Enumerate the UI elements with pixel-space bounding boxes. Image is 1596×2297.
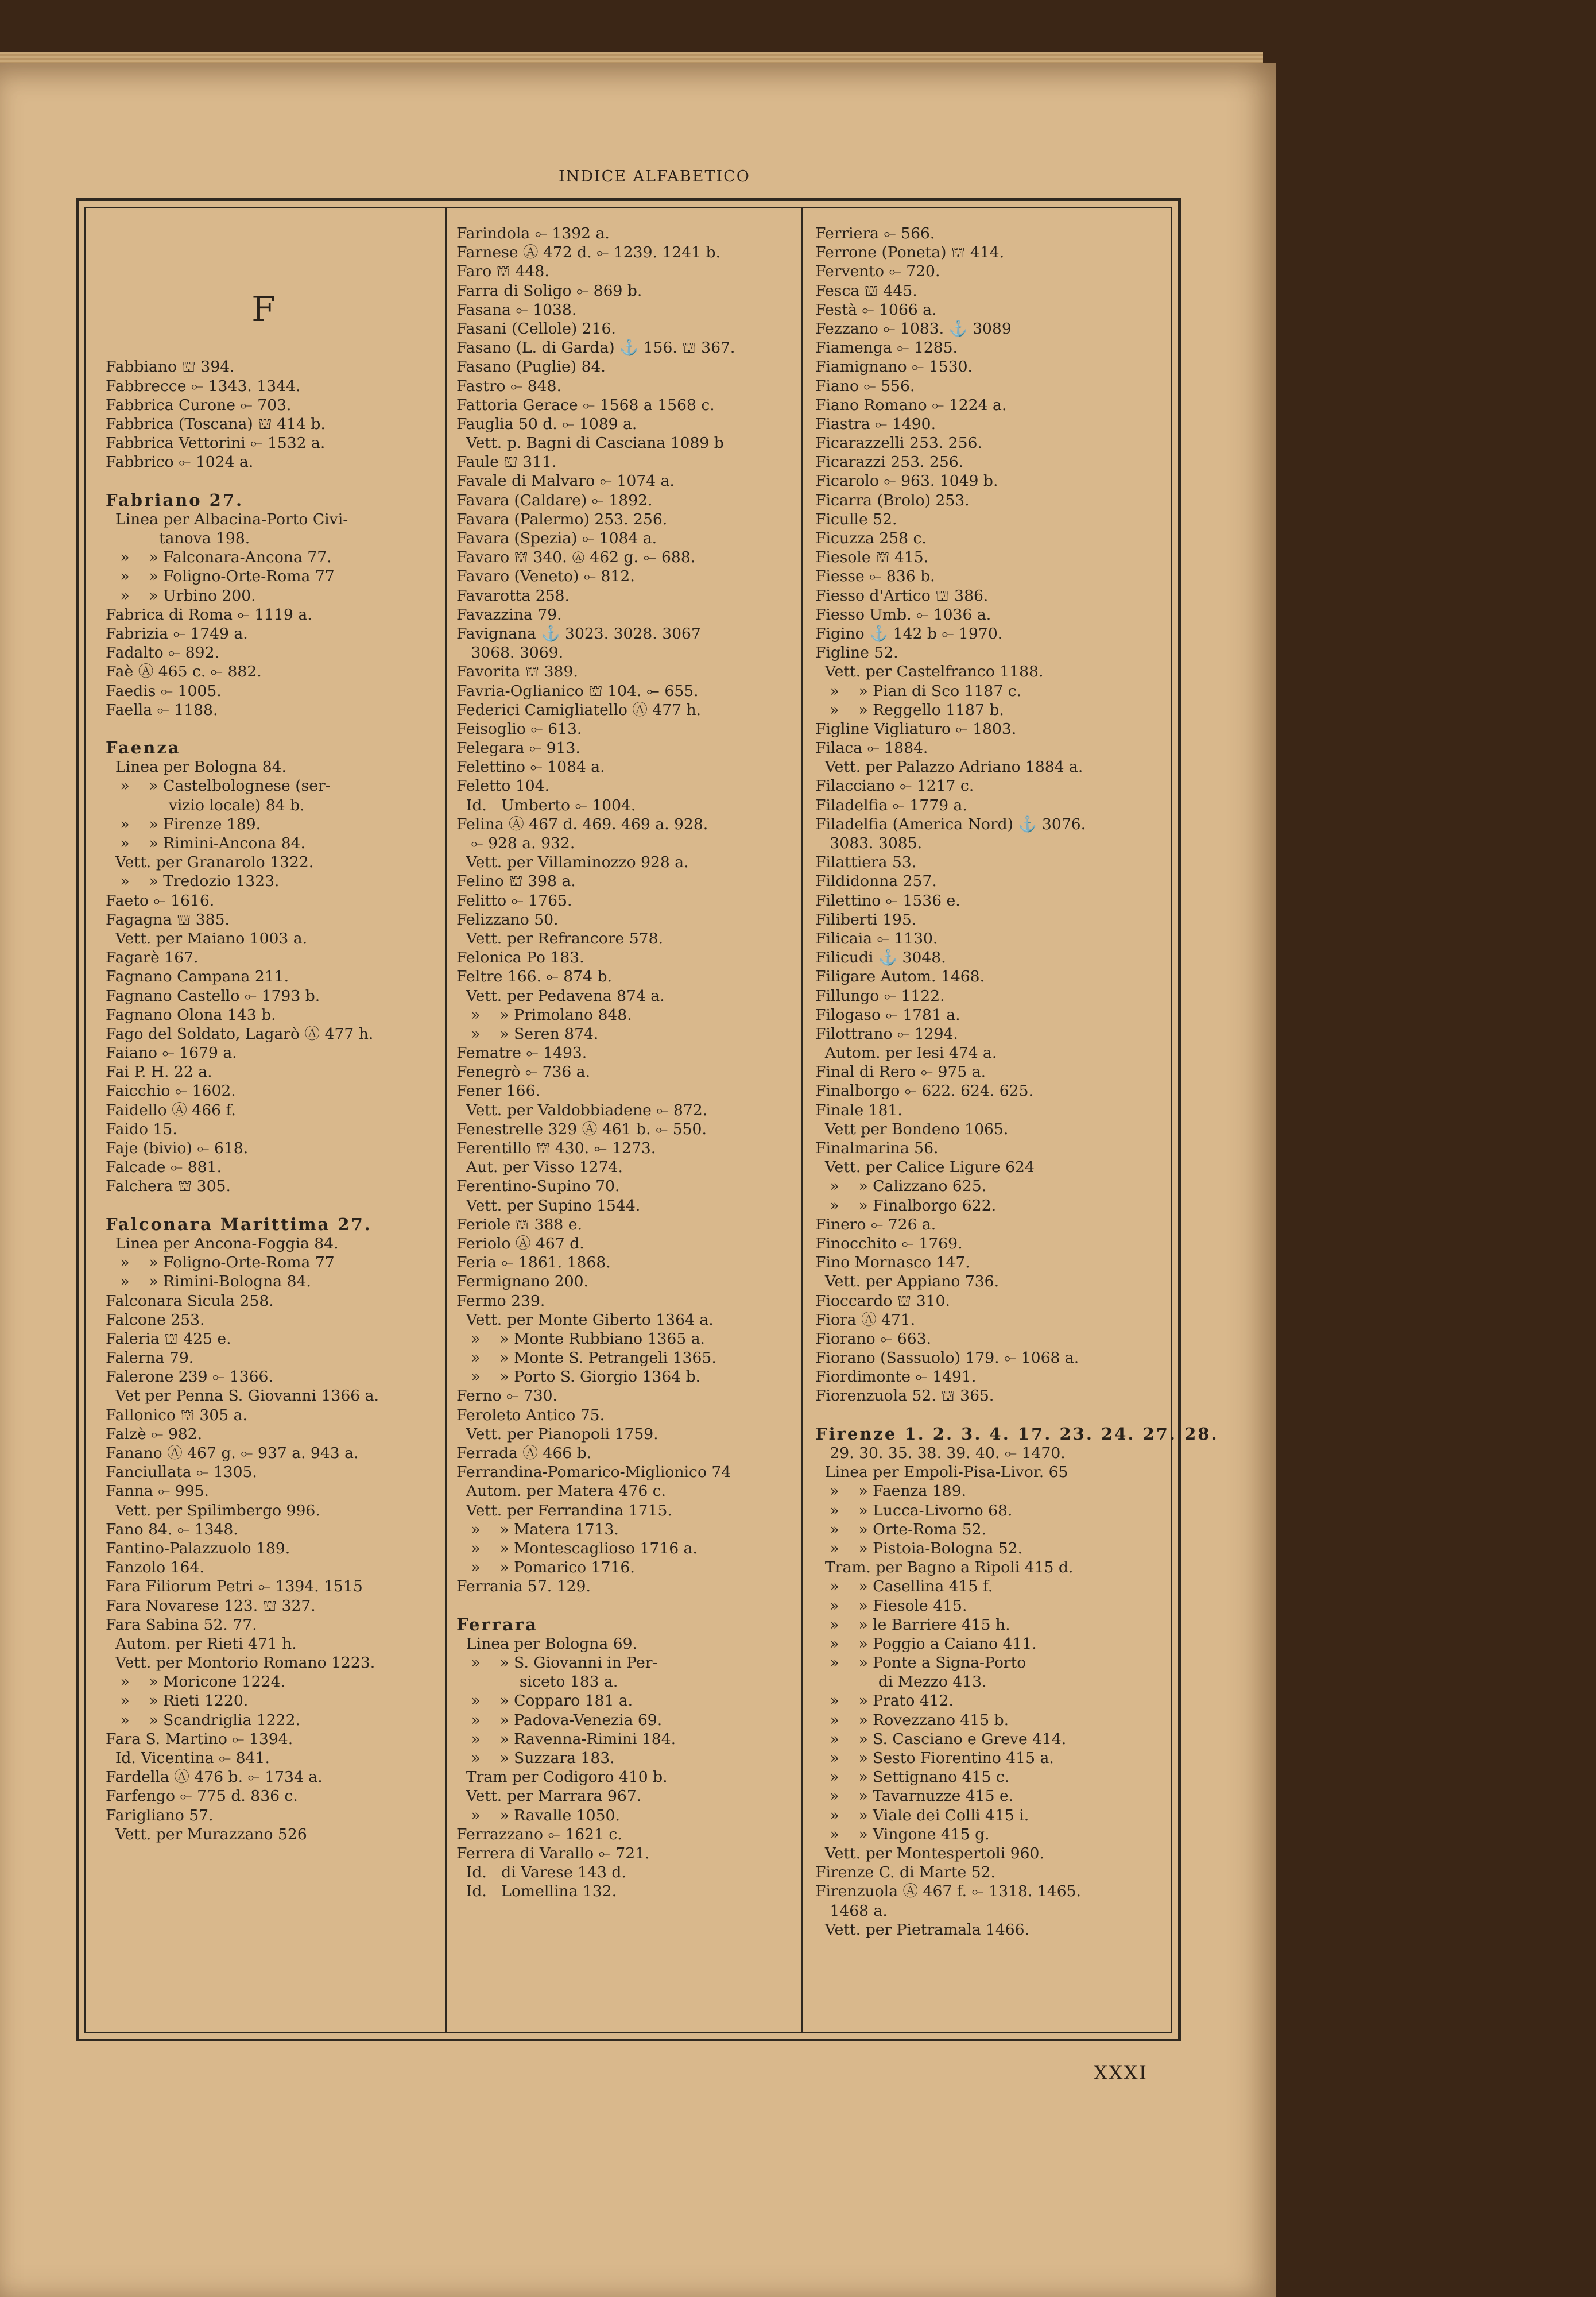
index-entry — [106, 262, 450, 281]
index-entry — [106, 720, 450, 738]
index-entry: 1468 a. — [815, 1901, 888, 1920]
index-entry: Vett. per Marrara 967. — [456, 1787, 642, 1805]
index-entry: Fadalto ⟜ 892. — [106, 644, 219, 662]
index-column-1 — [106, 224, 450, 1844]
index-entry: Farigliano 57. — [106, 1806, 214, 1824]
index-entry: » » Rieti 1220. — [106, 1692, 249, 1710]
index-entry: Fastro ⟜ 848. — [456, 377, 561, 395]
index-entry: Faidello Ⓐ 466 f. — [106, 1101, 236, 1119]
index-entry: Fanciullata ⟜ 1305. — [106, 1463, 257, 1482]
index-entry: Faenza — [106, 738, 181, 758]
index-entry: Fabrizia ⟜ 1749 a. — [106, 624, 248, 643]
index-entry: Farra di Soligo ⟜ 869 b. — [456, 281, 642, 300]
index-entry: Vett. per Villaminozzo 928 a. — [456, 853, 689, 872]
index-entry: Ficarra (Brolo) 253. — [815, 491, 970, 509]
index-entry: Vett. per Castelfranco 1188. — [815, 663, 1044, 681]
index-entry: Favaro (Veneto) ⟜ 812. — [456, 567, 635, 586]
index-entry: » » Foligno-Orte-Roma 77 — [106, 1254, 335, 1272]
index-entry: Feriole ⛫ 388 e. — [456, 1215, 582, 1233]
index-entry: » » Rimini-Ancona 84. — [106, 834, 306, 853]
index-entry: Fenestrelle 329 Ⓐ 461 b. ⟜ 550. — [456, 1120, 707, 1138]
index-entry: Ferentino-Supino 70. — [456, 1177, 620, 1196]
index-entry: Fantino-Palazzuolo 189. — [106, 1539, 290, 1557]
index-entry: » » le Barriere 415 h. — [815, 1615, 1010, 1634]
index-entry: Fiesso Umb. ⟜ 1036 a. — [815, 605, 991, 624]
index-entry: » » Moricone 1224. — [106, 1673, 285, 1691]
index-entry: Vett per Bondeno 1065. — [815, 1120, 1009, 1138]
index-entry — [106, 224, 450, 243]
index-entry: Vett. per Montorio Romano 1223. — [106, 1654, 375, 1672]
index-entry: » » Casellina 415 f. — [815, 1577, 993, 1596]
index-entry: Vett. per Pianopoli 1759. — [456, 1425, 658, 1443]
index-entry: Finocchito ⟜ 1769. — [815, 1234, 963, 1252]
index-entry: Filiberti 195. — [815, 910, 917, 929]
index-entry: Vett. per Murazzano 526 — [106, 1825, 307, 1843]
index-entry: Favorita ⛫ 389. — [456, 663, 578, 681]
index-entry: Vett. per Maiano 1003 a. — [106, 929, 308, 948]
index-entry: Ferrazzano ⟜ 1621 c. — [456, 1825, 622, 1843]
index-entry: Fallonico ⛫ 305 a. — [106, 1406, 247, 1424]
index-entry: Fildidonna 257. — [815, 872, 937, 891]
index-entry: » » Viale dei Colli 415 i. — [815, 1806, 1029, 1824]
index-entry: Id. di Varese 143 d. — [456, 1863, 626, 1882]
index-entry: » » Ravenna-Rimini 184. — [456, 1730, 676, 1748]
index-entry: Filicudi ⚓ 3048. — [815, 949, 946, 967]
index-entry: Favria-Oglianico ⛫ 104. ⟜ 655. — [456, 682, 699, 700]
index-entry: Fara Novarese 123. ⛫ 327. — [106, 1596, 316, 1615]
index-entry: Festà ⟜ 1066 a. — [815, 300, 937, 319]
index-entry: Autom. per Matera 476 c. — [456, 1482, 667, 1501]
index-entry: » » Tredozio 1323. — [106, 872, 280, 891]
index-entry: Faule ⛫ 311. — [456, 453, 557, 471]
index-entry: » » Finalborgo 622. — [815, 1196, 997, 1215]
index-entry: Felino ⛫ 398 a. — [456, 872, 576, 891]
index-entry: » » Settignano 415 c. — [815, 1768, 1010, 1786]
index-entry: Falerna 79. — [106, 1349, 194, 1367]
index-entry: Id. Umberto ⟜ 1004. — [456, 796, 636, 814]
index-entry: Fioccardo ⛫ 310. — [815, 1291, 950, 1310]
index-entry: Fabbiano ⛫ 394. — [106, 358, 235, 376]
index-entry: 3068. 3069. — [456, 644, 564, 662]
index-entry: Fiorenzuola 52. ⛫ 365. — [815, 1387, 994, 1405]
index-entry: Faiano ⟜ 1679 a. — [106, 1044, 237, 1062]
index-entry: Falconara Marittima 27. — [106, 1214, 372, 1234]
index-entry: Final di Rero ⟜ 975 a. — [815, 1063, 986, 1081]
index-entry: Fagarè 167. — [106, 949, 199, 967]
index-entry: » » Reggello 1187 b. — [815, 701, 1004, 719]
index-entry: » » Urbino 200. — [106, 586, 256, 605]
index-entry: Fardella Ⓐ 476 b. ⟜ 1734 a. — [106, 1768, 323, 1786]
index-entry: » » S. Giovanni in Per- — [456, 1654, 658, 1672]
index-entry: Fagnano Castello ⟜ 1793 b. — [106, 987, 320, 1005]
index-entry: Vett. per Supino 1544. — [456, 1196, 641, 1215]
index-entry: Fiamenga ⟜ 1285. — [815, 339, 958, 357]
index-entry: Fabrica di Roma ⟜ 1119 a. — [106, 605, 312, 624]
index-entry: Fenegrò ⟜ 736 a. — [456, 1063, 591, 1081]
index-entry: Faella ⟜ 1188. — [106, 701, 218, 719]
index-entry: » » Pomarico 1716. — [456, 1559, 635, 1577]
index-entry: Fano 84. ⟜ 1348. — [106, 1520, 238, 1538]
index-entry: Fasano (L. di Garda) ⚓ 156. ⛫ 367. — [456, 339, 735, 357]
index-entry: » » Fiesole 415. — [815, 1596, 967, 1615]
index-entry: Fener 166. — [456, 1082, 540, 1100]
index-entry: Firenze C. di Marte 52. — [815, 1863, 995, 1882]
index-entry: Ferrara — [456, 1614, 538, 1634]
index-entry: Fanano Ⓐ 467 g. ⟜ 937 a. 943 a. — [106, 1444, 359, 1463]
index-entry: Feltre 166. ⟜ 874 b. — [456, 968, 612, 986]
index-entry: Fiamignano ⟜ 1530. — [815, 358, 973, 376]
index-entry: Faido 15. — [106, 1120, 177, 1138]
index-entry: » » Sesto Fiorentino 415 a. — [815, 1749, 1054, 1767]
index-entry: Aut. per Visso 1274. — [456, 1158, 623, 1177]
index-entry: Fara Sabina 52. 77. — [106, 1615, 257, 1634]
index-entry: Vett. per Granarolo 1322. — [106, 853, 314, 872]
index-entry: Vett. per Monte Giberto 1364 a. — [456, 1310, 714, 1329]
index-entry: Figline 52. — [815, 644, 898, 662]
index-entry: Favarotta 258. — [456, 586, 570, 605]
index-entry: Fagagna ⛫ 385. — [106, 910, 230, 929]
index-entry: Fabriano 27. — [106, 490, 244, 510]
index-entry: Falcade ⟜ 881. — [106, 1158, 222, 1177]
index-entry: Vett. per Palazzo Adriano 1884 a. — [815, 758, 1083, 776]
index-entry: Firenze 1. 2. 3. 4. 17. 23. 24. 27. 28. — [815, 1424, 1219, 1444]
index-entry: Felettino ⟜ 1084 a. — [456, 758, 605, 776]
index-entry: Ferrera di Varallo ⟜ 721. — [456, 1844, 650, 1862]
index-entry: » » Tavarnuzze 415 e. — [815, 1787, 1014, 1805]
index-entry: Filadelfia (America Nord) ⚓ 3076. — [815, 815, 1086, 833]
index-entry: Favaro ⛫ 340. Ⓐ 462 g. ⟜ 688. — [456, 548, 696, 567]
index-entry: Farnese Ⓐ 472 d. ⟜ 1239. 1241 b. — [456, 243, 721, 262]
index-entry: Linea per Bologna 69. — [456, 1634, 637, 1653]
index-entry: Falchera ⛫ 305. — [106, 1177, 231, 1196]
index-entry: Fanzolo 164. — [106, 1559, 204, 1577]
index-entry: » » Orte-Roma 52. — [815, 1520, 986, 1538]
index-entry: Faedis ⟜ 1005. — [106, 682, 222, 700]
index-entry: Fiordimonte ⟜ 1491. — [815, 1368, 977, 1386]
index-entry: » » Scandriglia 1222. — [106, 1711, 300, 1729]
index-entry: Favazzina 79. — [456, 605, 562, 624]
index-entry: Filattiera 53. — [815, 853, 917, 872]
index-entry: Ficarazzi 253. 256. — [815, 453, 964, 471]
index-entry — [456, 1596, 801, 1615]
index-entry: » » Poggio a Caiano 411. — [815, 1634, 1037, 1653]
index-entry: tanova 198. — [106, 529, 250, 548]
index-entry: Falzè ⟜ 982. — [106, 1425, 203, 1443]
index-entry: Fiano ⟜ 556. — [815, 377, 915, 395]
index-entry: Vett. per Appiano 736. — [815, 1273, 1000, 1291]
index-entry: Ferrone (Poneta) ⛫ 414. — [815, 243, 1005, 262]
index-entry: Feletto 104. — [456, 777, 550, 795]
index-entry: Fabbrica (Toscana) ⛫ 414 b. — [106, 415, 326, 433]
index-entry: Vett. p. Bagni di Casciana 1089 b — [456, 434, 724, 453]
index-entry: Ficuzza 258 c. — [815, 529, 927, 547]
index-entry: » » Seren 874. — [456, 1024, 599, 1043]
index-entry: » » Ravalle 1050. — [456, 1806, 620, 1824]
index-entry: Fanna ⟜ 995. — [106, 1482, 210, 1501]
index-entry: » » Rimini-Bologna 84. — [106, 1273, 311, 1291]
index-entry: Fiorano (Sassuolo) 179. ⟜ 1068 a. — [815, 1349, 1079, 1367]
index-entry: » » Castelbolognese (ser- — [106, 777, 331, 795]
index-entry: Feriolo Ⓐ 467 d. — [456, 1234, 584, 1252]
index-entry: Ficarazzelli 253. 256. — [815, 434, 982, 453]
index-entry: Falcone 253. — [106, 1310, 205, 1329]
index-entry: Falconara Sicula 258. — [106, 1291, 274, 1310]
index-entry: Faje (bivio) ⟜ 618. — [106, 1139, 249, 1158]
index-entry — [106, 1196, 450, 1215]
index-entry: Fiesole ⛫ 415. — [815, 548, 929, 567]
index-entry: Fiesse ⟜ 836 b. — [815, 567, 935, 586]
index-entry: Federici Camigliatello Ⓐ 477 h. — [456, 701, 702, 719]
index-entry: Fabbrica Vettorini ⟜ 1532 a. — [106, 434, 326, 453]
index-entry: Ferrada Ⓐ 466 b. — [456, 1444, 592, 1462]
index-entry: Ficarolo ⟜ 963. 1049 b. — [815, 472, 998, 490]
index-entry: Fiesso d'Artico ⛫ 386. — [815, 586, 989, 605]
index-entry: » » Falconara-Ancona 77. — [106, 548, 332, 567]
index-entry: Faleria ⛫ 425 e. — [106, 1329, 231, 1348]
index-entry: Fiastra ⟜ 1490. — [815, 415, 936, 433]
index-entry: » » Monte Rubbiano 1365 a. — [456, 1329, 706, 1348]
index-entry: Faro ⛫ 448. — [456, 262, 549, 281]
index-entry: Finero ⟜ 726 a. — [815, 1215, 936, 1233]
index-entry: Filacciano ⟜ 1217 c. — [815, 777, 974, 795]
index-entry: » » Matera 1713. — [456, 1520, 619, 1538]
index-entry: Vett. per Valdobbiadene ⟜ 872. — [456, 1101, 708, 1119]
index-entry: Ferentillo ⛫ 430. ⟜ 1273. — [456, 1139, 656, 1157]
index-entry: Farfengo ⟜ 775 d. 836 c. — [106, 1787, 298, 1805]
page-number: XXXI — [1094, 2062, 1148, 2085]
index-entry: Fara Filiorum Petri ⟜ 1394. 1515 — [106, 1577, 363, 1596]
index-entry: Filadelfia ⟜ 1779 a. — [815, 796, 967, 814]
index-entry: Finalborgo ⟜ 622. 624. 625. — [815, 1082, 1033, 1100]
index-entry: Filottrano ⟜ 1294. — [815, 1024, 958, 1043]
index-entry: Autom. per Rieti 471 h. — [106, 1634, 297, 1653]
index-entry: Firenzuola Ⓐ 467 f. ⟜ 1318. 1465. — [815, 1882, 1082, 1901]
index-entry: Id. Lomellina 132. — [456, 1882, 617, 1901]
index-entry: Vett. per Montespertoli 960. — [815, 1844, 1044, 1862]
index-entry: Linea per Ancona-Foggia 84. — [106, 1234, 339, 1252]
index-entry: Ferno ⟜ 730. — [456, 1387, 557, 1405]
index-entry: » » Firenze 189. — [106, 815, 261, 833]
index-entry: F — [251, 289, 276, 330]
index-entry: » » Copparo 181 a. — [456, 1692, 633, 1710]
index-entry: Filicaia ⟜ 1130. — [815, 929, 938, 948]
index-entry: Vett. per Calice Ligure 624 — [815, 1158, 1035, 1177]
index-entry: Fara S. Martino ⟜ 1394. — [106, 1730, 293, 1748]
index-entry: Fasani (Cellole) 216. — [456, 319, 616, 338]
index-entry: Fasana ⟜ 1038. — [456, 300, 577, 319]
index-entry: Favara (Caldare) ⟜ 1892. — [456, 491, 653, 509]
index-entry: Fervento ⟜ 720. — [815, 262, 940, 281]
index-entry: Fematre ⟜ 1493. — [456, 1044, 587, 1062]
index-entry: Fiora Ⓐ 471. — [815, 1310, 916, 1329]
page-header-title: INDICE ALFABETICO — [559, 168, 750, 185]
index-entry: 3083. 3085. — [815, 834, 923, 852]
index-entry: Fasano (Puglie) 84. — [456, 358, 606, 376]
index-entry: ⟜ 928 a. 932. — [456, 834, 575, 852]
index-entry: » » Monte S. Petrangeli 1365. — [456, 1349, 716, 1367]
index-entry: Autom. per Iesi 474 a. — [815, 1044, 997, 1062]
index-entry: Linea per Bologna 84. — [106, 758, 286, 776]
index-column-3 — [815, 224, 1219, 1939]
index-entry: » » Faenza 189. — [815, 1482, 967, 1501]
index-entry: siceto 183 a. — [456, 1673, 618, 1691]
index-entry: Felegara ⟜ 913. — [456, 739, 580, 757]
index-entry: » » Vingone 415 g. — [815, 1825, 990, 1843]
index-entry: » » Lucca-Livorno 68. — [815, 1501, 1013, 1519]
index-entry: Tram per Codigoro 410 b. — [456, 1768, 668, 1786]
index-entry: Favale di Malvaro ⟜ 1074 a. — [456, 472, 675, 490]
index-entry: Fauglia 50 d. ⟜ 1089 a. — [456, 415, 637, 433]
index-entry: Vett. per Pedavena 874 a. — [456, 987, 665, 1005]
index-column-2 — [456, 224, 801, 1901]
index-entry: Felizzano 50. — [456, 910, 559, 929]
index-entry: di Mezzo 413. — [815, 1673, 987, 1691]
index-entry: Fillungo ⟜ 1122. — [815, 987, 945, 1005]
index-entry: Felonica Po 183. — [456, 949, 584, 967]
index-entry: Id. Vicentina ⟜ 841. — [106, 1749, 270, 1768]
index-entry: Finale 181. — [815, 1101, 902, 1119]
index-entry: » » Ponte a Signa-Porto — [815, 1654, 1026, 1672]
index-entry: Vett. per Refrancore 578. — [456, 929, 663, 948]
index-entry: » » Pian di Sco 1187 c. — [815, 682, 1022, 700]
index-entry: Filettino ⟜ 1536 e. — [815, 891, 960, 910]
index-entry: Ferrania 57. 129. — [456, 1577, 591, 1596]
index-entry: Vett. per Spilimbergo 996. — [106, 1501, 320, 1519]
index-entry: Favignana ⚓ 3023. 3028. 3067 — [456, 624, 701, 643]
index-entry: Linea per Albacina-Porto Civi- — [106, 510, 348, 528]
index-entry: Vet per Penna S. Giovanni 1366 a. — [106, 1387, 379, 1405]
index-entry: Felitto ⟜ 1765. — [456, 891, 572, 910]
index-entry: Farindola ⟜ 1392 a. — [456, 225, 610, 242]
index-entry: » » Padova-Venezia 69. — [456, 1711, 663, 1729]
index-entry: Figino ⚓ 142 b ⟜ 1970. — [815, 624, 1003, 643]
index-entry: Feisoglio ⟜ 613. — [456, 720, 582, 738]
index-entry — [106, 243, 450, 262]
index-entry: Fiano Romano ⟜ 1224 a. — [815, 396, 1007, 414]
index-entry: Vett. per Ferrandina 1715. — [456, 1501, 672, 1519]
column-divider — [801, 207, 803, 2033]
index-entry: » » Calizzano 625. — [815, 1177, 987, 1196]
index-entry: » » Suzzara 183. — [456, 1749, 615, 1767]
index-entry: Fagnano Campana 211. — [106, 968, 289, 986]
index-entry: » » Rovezzano 415 b. — [815, 1711, 1009, 1729]
index-entry: Fiorano ⟜ 663. — [815, 1329, 932, 1348]
index-entry: Favara (Palermo) 253. 256. — [456, 510, 668, 528]
index-entry: Fai P. H. 22 a. — [106, 1063, 212, 1081]
index-entry: Ficulle 52. — [815, 510, 897, 528]
index-entry: Falerone 239 ⟜ 1366. — [106, 1368, 273, 1386]
index-entry: Figline Vigliaturo ⟜ 1803. — [815, 720, 1017, 738]
index-entry: Fino Mornasco 147. — [815, 1254, 970, 1272]
index-entry: Feroleto Antico 75. — [456, 1406, 605, 1424]
index-entry: Linea per Empoli-Pisa-Livor. 65 — [815, 1463, 1068, 1482]
index-entry: » » Foligno-Orte-Roma 77 — [106, 567, 335, 586]
index-entry: Favara (Spezia) ⟜ 1084 a. — [456, 529, 657, 547]
index-entry: Fattoria Gerace ⟜ 1568 a 1568 c. — [456, 396, 715, 414]
index-entry: Faè Ⓐ 465 c. ⟜ 882. — [106, 663, 262, 681]
index-entry: Fabbrecce ⟜ 1343. 1344. — [106, 377, 301, 395]
index-entry: Feria ⟜ 1861. 1868. — [456, 1254, 611, 1272]
index-entry: Fago del Soldato, Lagarò Ⓐ 477 h. — [106, 1024, 374, 1043]
index-entry: Tram. per Bagno a Ripoli 415 d. — [815, 1559, 1074, 1577]
index-entry: » » Primolano 848. — [456, 1006, 632, 1024]
index-entry: Finalmarina 56. — [815, 1139, 939, 1157]
index-entry: Fezzano ⟜ 1083. ⚓ 3089 — [815, 319, 1012, 338]
index-entry: Ferrandina-Pomarico-Miglionico 74 — [456, 1463, 731, 1482]
index-entry: Fagnano Olona 143 b. — [106, 1006, 276, 1024]
index-entry: vizio locale) 84 b. — [106, 796, 305, 814]
index-entry: Fermo 239. — [456, 1291, 545, 1310]
index-entry: » » Porto S. Giorgio 1364 b. — [456, 1368, 701, 1386]
index-entry: Fabbrica Curone ⟜ 703. — [106, 396, 292, 414]
index-entry: » » Prato 412. — [815, 1692, 954, 1710]
index-entry — [815, 1406, 1160, 1425]
index-entry: Vett. per Pietramala 1466. — [815, 1920, 1030, 1939]
index-entry: Faeto ⟜ 1616. — [106, 891, 215, 910]
index-entry: » » Montescaglioso 1716 a. — [456, 1539, 698, 1557]
index-entry: Fabbrico ⟜ 1024 a. — [106, 453, 254, 471]
index-entry: Filigare Autom. 1468. — [815, 968, 985, 986]
index-entry: Filogaso ⟜ 1781 a. — [815, 1006, 960, 1024]
index-entry: » » S. Casciano e Greve 414. — [815, 1730, 1067, 1748]
index-entry — [106, 471, 450, 490]
index-entry — [106, 338, 450, 357]
index-entry: Faicchio ⟜ 1602. — [106, 1082, 236, 1100]
index-entry: » » Pistoia-Bologna 52. — [815, 1539, 1023, 1557]
index-entry: Ferriera ⟜ 566. — [815, 225, 935, 242]
index-entry: Fesca ⛫ 445. — [815, 281, 917, 300]
index-entry: 29. 30. 35. 38. 39. 40. ⟜ 1470. — [815, 1444, 1066, 1462]
index-entry: Filaca ⟜ 1884. — [815, 739, 928, 757]
index-entry: Fermignano 200. — [456, 1273, 588, 1291]
index-entry: Felina Ⓐ 467 d. 469. 469 a. 928. — [456, 815, 708, 833]
